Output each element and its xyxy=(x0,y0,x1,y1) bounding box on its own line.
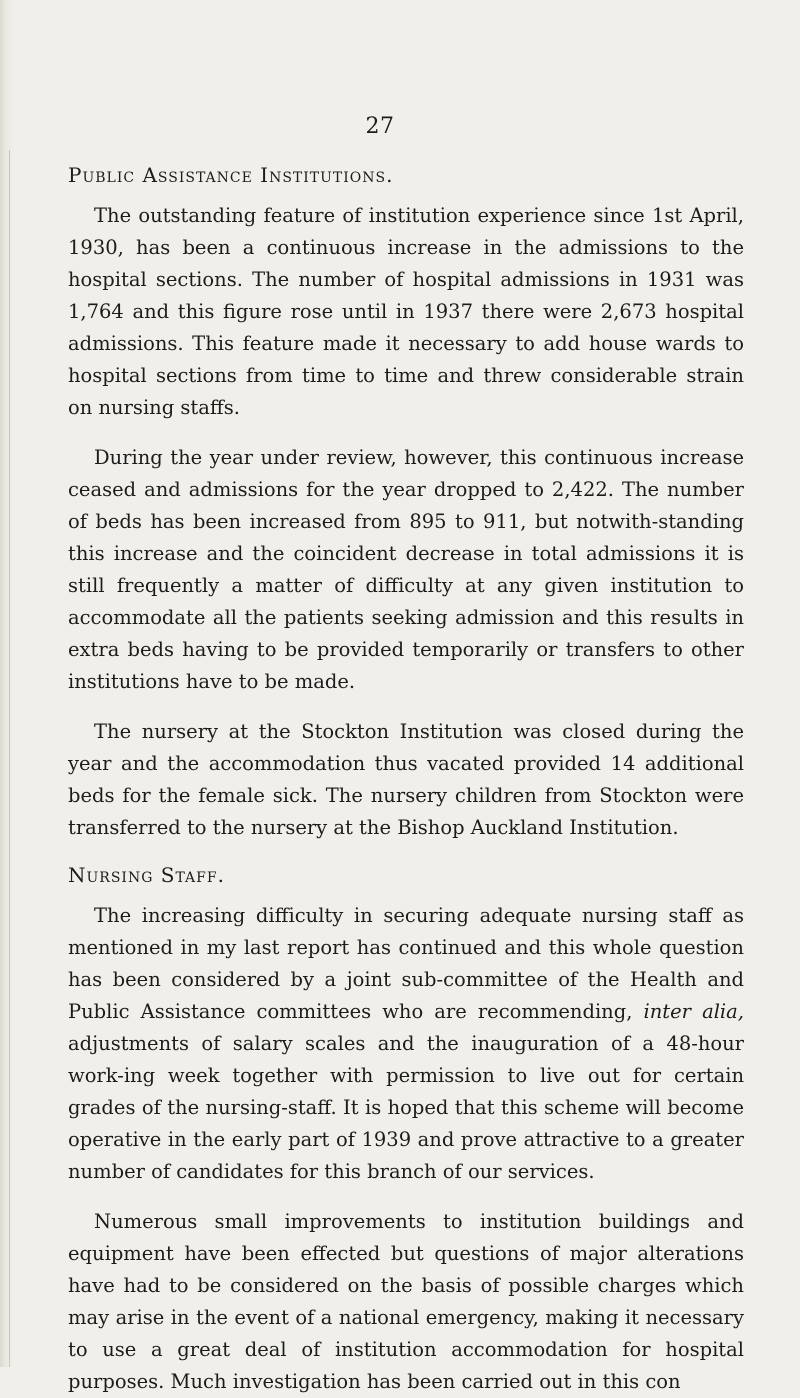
section-heading-nursing-staff: Nursing Staff. xyxy=(68,863,225,887)
page-content xyxy=(68,162,744,1398)
page-number: 27 xyxy=(365,114,395,139)
paragraph-improvements: Numerous small improvements to institution buildings and equipment have been effected but questions of major alterations have had to be considered on the basis of possible charges which may arise in the event of a national emergency, making it necessary to use a great deal of institution accommodation for hospital purposes. Much investigation has been carried out in this con xyxy=(68,1210,744,1393)
paragraph-nursing-staff-text-a: The increasing difficulty in securing adequate nursing staff as mentioned in my last report has continued and this whole question has been considered by a joint sub-committee of the Health and Public Assistance committees who are recommending, xyxy=(68,904,744,1023)
paragraph-stockton-nursery: The nursery at the Stockton Institution was closed during the year and the accommodation thus vacated provided 14 additional beds for the female sick. The nursery children from Stockton were transferred to the nursery at the Bishop Auckland Institution. xyxy=(68,720,744,839)
binding-line xyxy=(9,150,10,1367)
section-heading-public-assistance: Public Assistance Institutions. xyxy=(68,163,394,187)
paragraph-nursing-staff-text-b: adjustments of salary scales and the inauguration of a 48-hour work-ing week together with permission to live out for certain grades of the nursing-staff. It is hoped that this scheme will become operative in the early part of 1939 and prove attractive to a greater number of candidates for this branch of our services. xyxy=(68,1032,744,1183)
latin-phrase: inter alia, xyxy=(643,1000,744,1023)
paragraph-admissions-increase: The outstanding feature of institution experience since 1st April, 1930, has been a continuous increase in the admissions to the hospital sections. The number of hospital admissions in 1931 was 1,764 and this figure rose until in 1937 there were 2,673 hospital admissions. This feature made it necessary to add house wards to hospital sections from time to time and threw considerable strain on nursing staffs. xyxy=(68,204,744,419)
paragraph-admissions-decrease: During the year under review, however, this continuous increase ceased and admissions for the year dropped to 2,422. The number of beds has been increased from 895 to 911, but notwith-standing this increase and the coincident decrease in total admissions it is still frequently a matter of difficulty at any given institution to accommodate all the patients seeking admission and this results in extra beds having to be provided temporarily or transfers to other institutions have to be made. xyxy=(68,446,744,693)
binding-edge xyxy=(0,0,14,1367)
paragraph-nursing-staff xyxy=(68,900,744,1188)
